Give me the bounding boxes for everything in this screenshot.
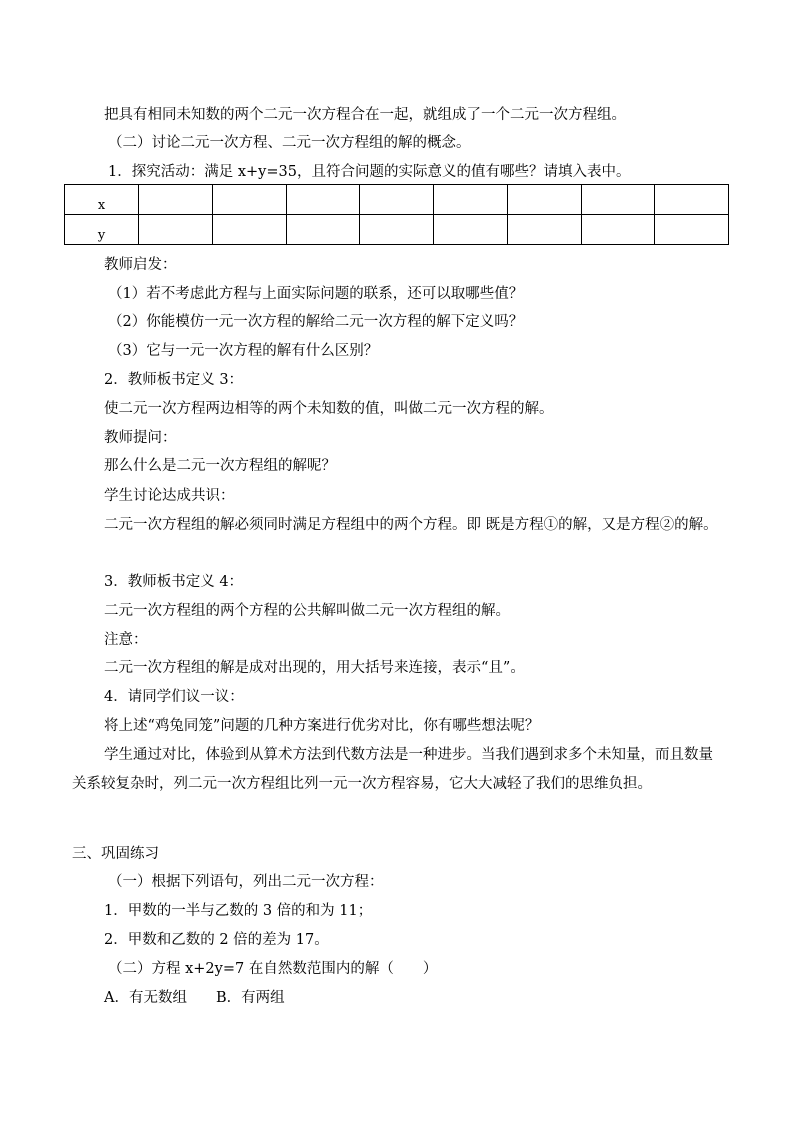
discussion-label: 4．请同学们议一议： (104, 689, 244, 705)
note-text: 二元一次方程组的解是成对出现的，用大括号来连接，表示“且”。 (104, 660, 525, 676)
table-cell (581, 215, 655, 245)
exercise-2-question: （二）方程 x+2y=7 在自然数范围内的解（ ） (108, 961, 438, 977)
teacher-question-label: 教师提问： (104, 430, 177, 446)
exercise-1-item-1: 1．甲数的一半与乙数的 3 倍的和为 11； (104, 903, 373, 919)
table-cell (507, 215, 581, 245)
table-cell (286, 185, 360, 215)
definition-3: 使二元一次方程两边相等的两个未知数的值，叫做二元一次方程的解。 (104, 401, 554, 417)
table-cell (212, 215, 286, 245)
teacher-question: 那么什么是二元一次方程组的解呢？ (104, 458, 336, 474)
table-cell (286, 215, 360, 245)
table-cell (360, 185, 434, 215)
activity-1: 1．探究活动：满足 x+y=35，且符合问题的实际意义的值有哪些？请填入表中。 (108, 164, 631, 180)
table-cell (139, 185, 213, 215)
definition-4: 二元一次方程组的两个方程的公共解叫做二元一次方程组的解。 (104, 603, 510, 619)
question-1: （1）若不考虑此方程与上面实际问题的联系，还可以取哪些值？ (108, 286, 524, 302)
table-cell (655, 185, 729, 215)
table-cell (212, 185, 286, 215)
exercise-2-options: A．有无数组 B．有两组 (104, 990, 285, 1006)
consensus-label: 学生讨论达成共识： (104, 488, 235, 504)
table-cell (655, 215, 729, 245)
paragraph-definition-system: 把具有相同未知数的两个二元一次方程合在一起，就组成了一个二元一次方程组。 (104, 107, 626, 123)
definition-3-label: 2．教师板书定义 3： (104, 372, 244, 388)
table-cell (507, 185, 581, 215)
discussion-question: 将上述“鸡兔同笼”问题的几种方案进行优劣对比，你有哪些想法呢？ (104, 718, 540, 734)
table-cell (434, 185, 508, 215)
table-cell (139, 215, 213, 245)
question-2: （2）你能模仿一元一次方程的解给二元一次方程的解下定义吗？ (108, 314, 524, 330)
exercise-1-heading: （一）根据下列语句，列出二元一次方程： (108, 874, 384, 890)
table-row (65, 185, 729, 215)
table-row-label: x (65, 185, 139, 215)
table-row (65, 215, 729, 245)
section-heading-2: （二）讨论二元一次方程、二元一次方程组的解的概念。 (108, 135, 471, 151)
table-cell (581, 185, 655, 215)
definition-4-label: 3．教师板书定义 4： (104, 574, 244, 590)
note-label: 注意： (104, 632, 148, 648)
teacher-hint-label: 教师启发： (104, 257, 177, 273)
table-cell (434, 215, 508, 245)
section-heading-3: 三、巩固练习 (72, 846, 159, 862)
table-cell (360, 215, 434, 245)
comparison-paragraph: 学生通过对比，体验到从算术方法到代数方法是一种进步。当我们遇到求多个未知量，而且数量关系较复杂时，列二元一次方程组比列一元一次方程容易，它大大减轻了我们的思维负担。 (72, 747, 713, 792)
solution-table (64, 184, 729, 245)
question-3: （3）它与一元一次方程的解有什么区别？ (108, 343, 379, 359)
table-row-label: y (65, 215, 139, 245)
exercise-1-item-2: 2．甲数和乙数的 2 倍的差为 17。 (104, 932, 329, 948)
consensus-paragraph: 二元一次方程组的解必须同时满足方程组中的两个方程。即 既是方程①的解，又是方程②的解。 (104, 517, 718, 533)
